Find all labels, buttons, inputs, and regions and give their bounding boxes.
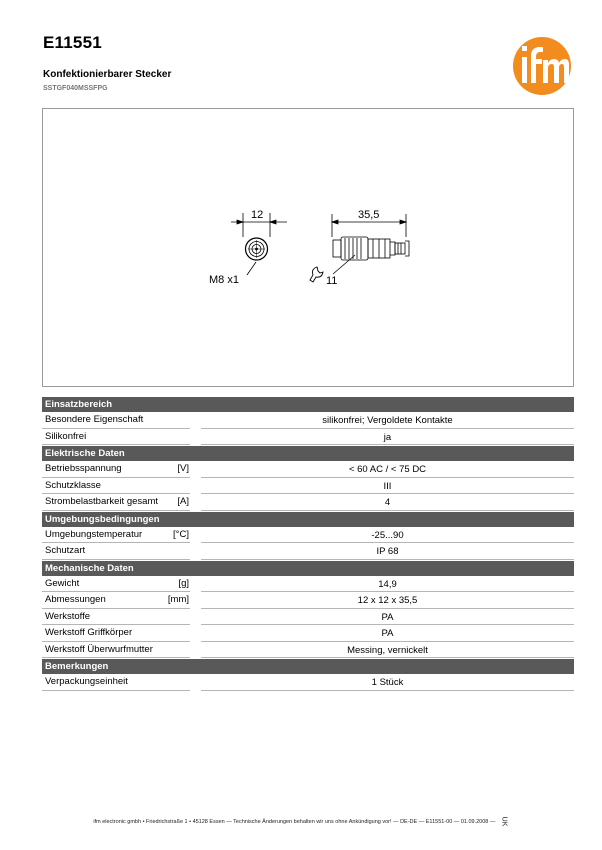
spec-value: ja — [383, 431, 392, 443]
spec-unit: [°C] — [173, 528, 189, 540]
product-code: SSTGF040MSSFPG — [43, 85, 108, 92]
spec-value: PA — [381, 628, 394, 639]
product-name: Konfektionierbarer Stecker — [43, 69, 172, 80]
section-header: Einsatzbereich — [42, 397, 574, 412]
spec-value-cell — [201, 527, 574, 544]
spec-value: IP 68 — [376, 546, 399, 557]
spec-value-cell — [201, 576, 574, 593]
spec-value: Messing, vernickelt — [347, 644, 428, 656]
spec-value-cell — [201, 609, 574, 626]
spec-label-cell — [42, 576, 190, 593]
spec-label: Betriebsspannung — [45, 463, 122, 474]
dim-length-label: 35,5 — [358, 209, 380, 221]
spec-label-cell — [42, 461, 190, 478]
spec-label: Abmessungen — [45, 594, 106, 605]
spec-value: 12 x 12 x 35,5 — [357, 595, 418, 606]
spec-label: Werkstoff Überwurfmutter — [45, 643, 153, 655]
spec-value-cell — [201, 592, 574, 609]
spec-label: Werkstoffe — [45, 610, 91, 622]
spec-label-cell — [42, 592, 190, 609]
spec-row — [42, 674, 574, 691]
spec-label-cell — [42, 412, 190, 429]
wrench-size-label: 11 — [326, 275, 338, 287]
spec-unit: [mm] — [167, 594, 189, 605]
section-header: Mechanische Daten — [42, 561, 574, 576]
spec-value-cell — [201, 412, 574, 429]
spec-unit: [g] — [178, 577, 189, 589]
spec-label: Gewicht — [45, 577, 80, 589]
spec-label: Umgebungstemperatur — [45, 528, 143, 540]
spec-value: 14,9 — [378, 578, 397, 590]
spec-label-cell — [42, 494, 190, 511]
spec-row — [42, 625, 574, 642]
ifm-logo — [512, 36, 572, 96]
spec-label-cell — [42, 478, 190, 495]
spec-label: Schutzklasse — [45, 479, 101, 491]
spec-value-cell — [201, 543, 574, 560]
dim-width-label: 12 — [251, 209, 264, 221]
spec-row — [42, 494, 574, 511]
spec-value-cell — [201, 461, 574, 478]
spec-row — [42, 461, 574, 478]
footer-text: ifm electronic gmbh • Friedrichstraße 1 • 45128 Essen — Technische Änderungen behalten wir uns ohne Ankündigung vor! — DE-DE — E11551-00 — 01.09.2008 — — [93, 819, 496, 825]
spec-value-cell — [201, 478, 574, 495]
spec-row — [42, 543, 574, 560]
spec-row — [42, 478, 574, 495]
footer-mark: UK — [500, 816, 508, 827]
spec-label: Schutzart — [45, 545, 86, 556]
technical-drawing — [43, 109, 575, 388]
spec-value-cell — [201, 674, 574, 691]
spec-value-cell — [201, 494, 574, 511]
spec-label-cell — [42, 625, 190, 642]
spec-label-cell — [42, 674, 190, 691]
spec-label: Besondere Eigenschaft — [45, 414, 144, 425]
article-number: E11551 — [43, 33, 102, 52]
spec-value-cell — [201, 429, 574, 446]
spec-row — [42, 527, 574, 544]
spec-value-cell — [201, 625, 574, 642]
section-header: Umgebungsbedingungen — [42, 512, 574, 527]
spec-value: III — [383, 480, 392, 492]
spec-table — [42, 397, 574, 691]
spec-label: Werkstoff Griffkörper — [45, 627, 133, 638]
spec-value-cell — [201, 642, 574, 659]
spec-label-cell — [42, 543, 190, 560]
spec-label: Strombelastbarkeit gesamt — [45, 496, 158, 507]
spec-row — [42, 412, 574, 429]
spec-label: Silikonfrei — [45, 430, 87, 442]
spec-row — [42, 609, 574, 626]
spec-unit: [V] — [177, 463, 189, 474]
spec-label-cell — [42, 609, 190, 626]
spec-value: silikonfrei; Vergoldete Kontakte — [322, 415, 453, 426]
spec-label-cell — [42, 429, 190, 446]
section-header: Elektrische Daten — [42, 446, 574, 461]
spec-value: -25...90 — [371, 529, 404, 541]
spec-row — [42, 429, 574, 446]
spec-value: PA — [381, 611, 394, 623]
spec-row — [42, 576, 574, 593]
spec-value: 1 Stück — [371, 677, 404, 688]
spec-value: < 60 AC / < 75 DC — [348, 464, 427, 475]
spec-row — [42, 592, 574, 609]
footer — [0, 818, 602, 825]
technical-drawing-frame — [42, 108, 574, 387]
spec-unit: [A] — [177, 496, 189, 507]
spec-label-cell — [42, 642, 190, 659]
spec-row — [42, 642, 574, 659]
spec-value: 4 — [384, 497, 391, 508]
thread-label: M8 x1 — [209, 274, 239, 286]
spec-label: Verpackungseinheit — [45, 676, 128, 687]
spec-label-cell — [42, 527, 190, 544]
section-header: Bemerkungen — [42, 659, 574, 674]
